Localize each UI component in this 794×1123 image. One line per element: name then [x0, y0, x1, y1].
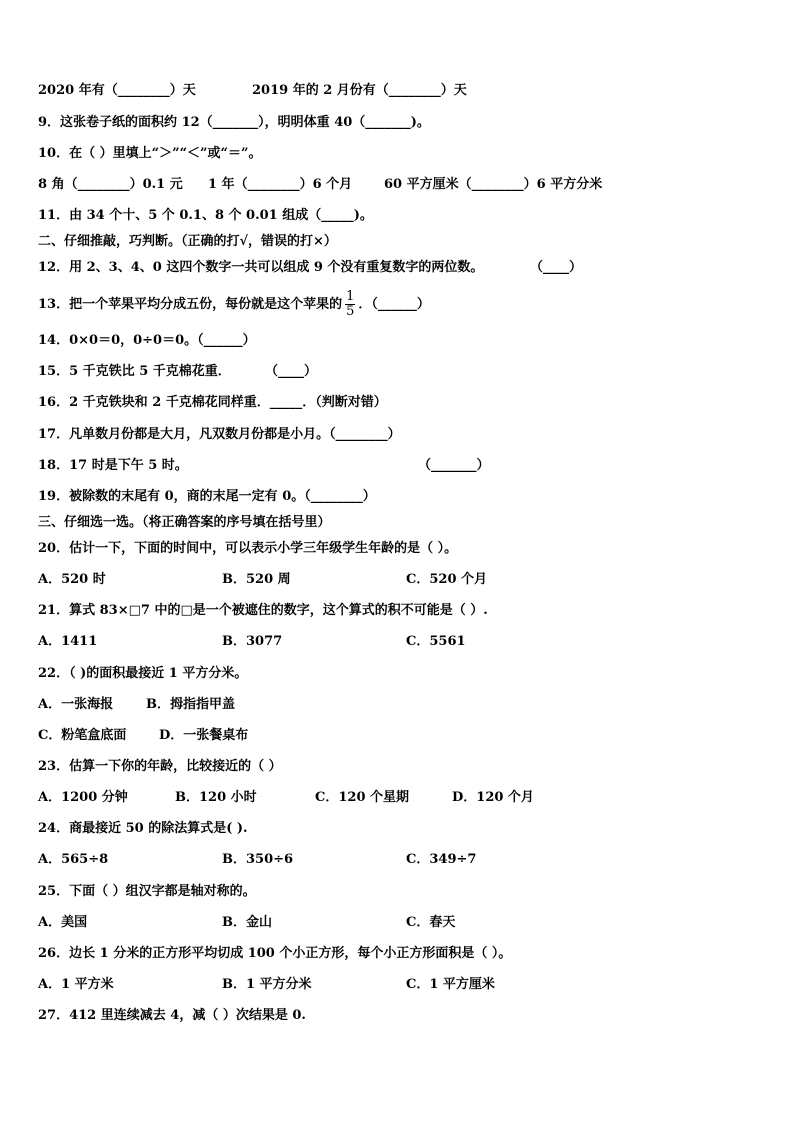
q25-option-b: B．金山 [222, 915, 272, 930]
fraction-numerator: 1 [346, 289, 355, 304]
q26-line: 26．边长 1 分米的正方形平均切成 100 个小正方形，每个小正方形面积是（ ）。 [38, 946, 512, 961]
q22-option-d: D．一张餐桌布 [159, 728, 249, 743]
q8-line [38, 82, 196, 100]
q23-option-c: C．120 个星期 [315, 790, 410, 805]
q21-option-c: C．5561 [406, 634, 466, 649]
q26-option-b: B．1 平方分米 [222, 977, 312, 992]
q22-option-c: C．粉笔盒底面 [38, 728, 127, 743]
q15-line: 15．5 千克铁比 5 千克棉花重． [38, 364, 231, 379]
q27-line: 27．412 里连续减去 4，减（ ）次结果是 0. [38, 1008, 306, 1023]
q22-option-b: B．拇指指甲盖 [146, 697, 235, 712]
q11-line: 11．由 34 个十、5 个 0.1、8 个 0.01 组成（_____)。 [38, 208, 373, 223]
q23-line: 23．估算一下你的年龄，比较接近的（ ） [38, 759, 282, 774]
q10a-text: 8 角（________）0.1 元 [38, 177, 183, 192]
q10b-text: 1 年（________）6 个月 [208, 177, 353, 192]
q9-line: 9．这张卷子纸的面积约 12（_______），明明体重 40（_______)。 [38, 115, 430, 130]
q20-line: 20．估计一下，下面的时间中，可以表示小学三年级学生年龄的是（ ）。 [38, 541, 458, 556]
q20-option-b: B．520 周 [222, 572, 291, 587]
q23-option-a: A．1200 分钟 [38, 790, 128, 805]
q26-option-c: C．1 平方厘米 [406, 977, 495, 992]
q22-line: 22．（ )的面积最接近 1 平方分米。 [38, 666, 248, 681]
fraction-denominator: 5 [346, 304, 355, 319]
q19-line: 19．被除数的末尾有 0，商的末尾一定有 0。（________） [38, 489, 376, 504]
section-2-heading: 二、仔细推敲，巧判断。（正确的打√，错误的打×） [38, 234, 337, 249]
q22-option-a: A．一张海报 [38, 697, 114, 712]
q13-text: 13．把一个苹果平均分成五份，每份就是这个苹果的 [38, 297, 343, 312]
q13-blank: ．（______） [358, 297, 430, 312]
q23-option-d: D．120 个月 [452, 790, 534, 805]
q18-line: 18．17 时是下午 5 时。 [38, 458, 188, 473]
q14-line: 14．0×0＝0，0÷0＝0。（______） [38, 333, 256, 348]
q10c-text: 60 平方厘米（________）6 平方分米 [384, 177, 603, 192]
q23-option-b: B．120 小时 [175, 790, 257, 805]
q10-line: 10．在（ ）里填上“＞”“＜”或“＝”。 [38, 146, 262, 161]
q12-blank: （____） [530, 260, 583, 275]
q21-option-b: B．3077 [222, 634, 283, 649]
q8b-text: 2019 年的 2 月份有（________）天 [252, 83, 467, 98]
q13-line [38, 290, 430, 320]
q16-line: 16．2 千克铁块和 2 千克棉花同样重．_____．（判断对错） [38, 395, 387, 410]
section-3-heading: 三、仔细选一选。（将正确答案的序号填在括号里） [38, 515, 331, 530]
q15-blank: （____） [265, 364, 318, 379]
q8a-text: 2020 年有（________）天 [38, 83, 196, 98]
one-fifth-fraction [345, 290, 355, 319]
q25-line: 25．下面（ ）组汉字都是轴对称的。 [38, 884, 256, 899]
q17-line: 17．凡单数月份都是大月，凡双数月份都是小月。（________） [38, 427, 401, 442]
q20-option-a: A．520 时 [38, 572, 106, 587]
q26-option-a: A．1 平方米 [38, 977, 114, 992]
q24-option-a: A．565÷8 [38, 852, 109, 867]
q24-line: 24．商最接近 50 的除法算式是( ). [38, 821, 248, 836]
q18-blank: （_______） [418, 458, 490, 473]
q24-option-c: C．349÷7 [406, 852, 477, 867]
q25-option-a: A．美国 [38, 915, 88, 930]
q21-line: 21．算式 83×□7 中的□是一个被遮住的数字，这个算式的积不可能是（ ）. [38, 603, 488, 618]
q24-option-b: B．350÷6 [222, 852, 294, 867]
q12-line: 12．用 2、3、4、0 这四个数字一共可以组成 9 个没有重复数字的两位数。 [38, 260, 484, 275]
q21-option-a: A．1411 [38, 634, 98, 649]
q25-option-c: C．春天 [406, 915, 456, 930]
q20-option-c: C．520 个月 [406, 572, 488, 587]
